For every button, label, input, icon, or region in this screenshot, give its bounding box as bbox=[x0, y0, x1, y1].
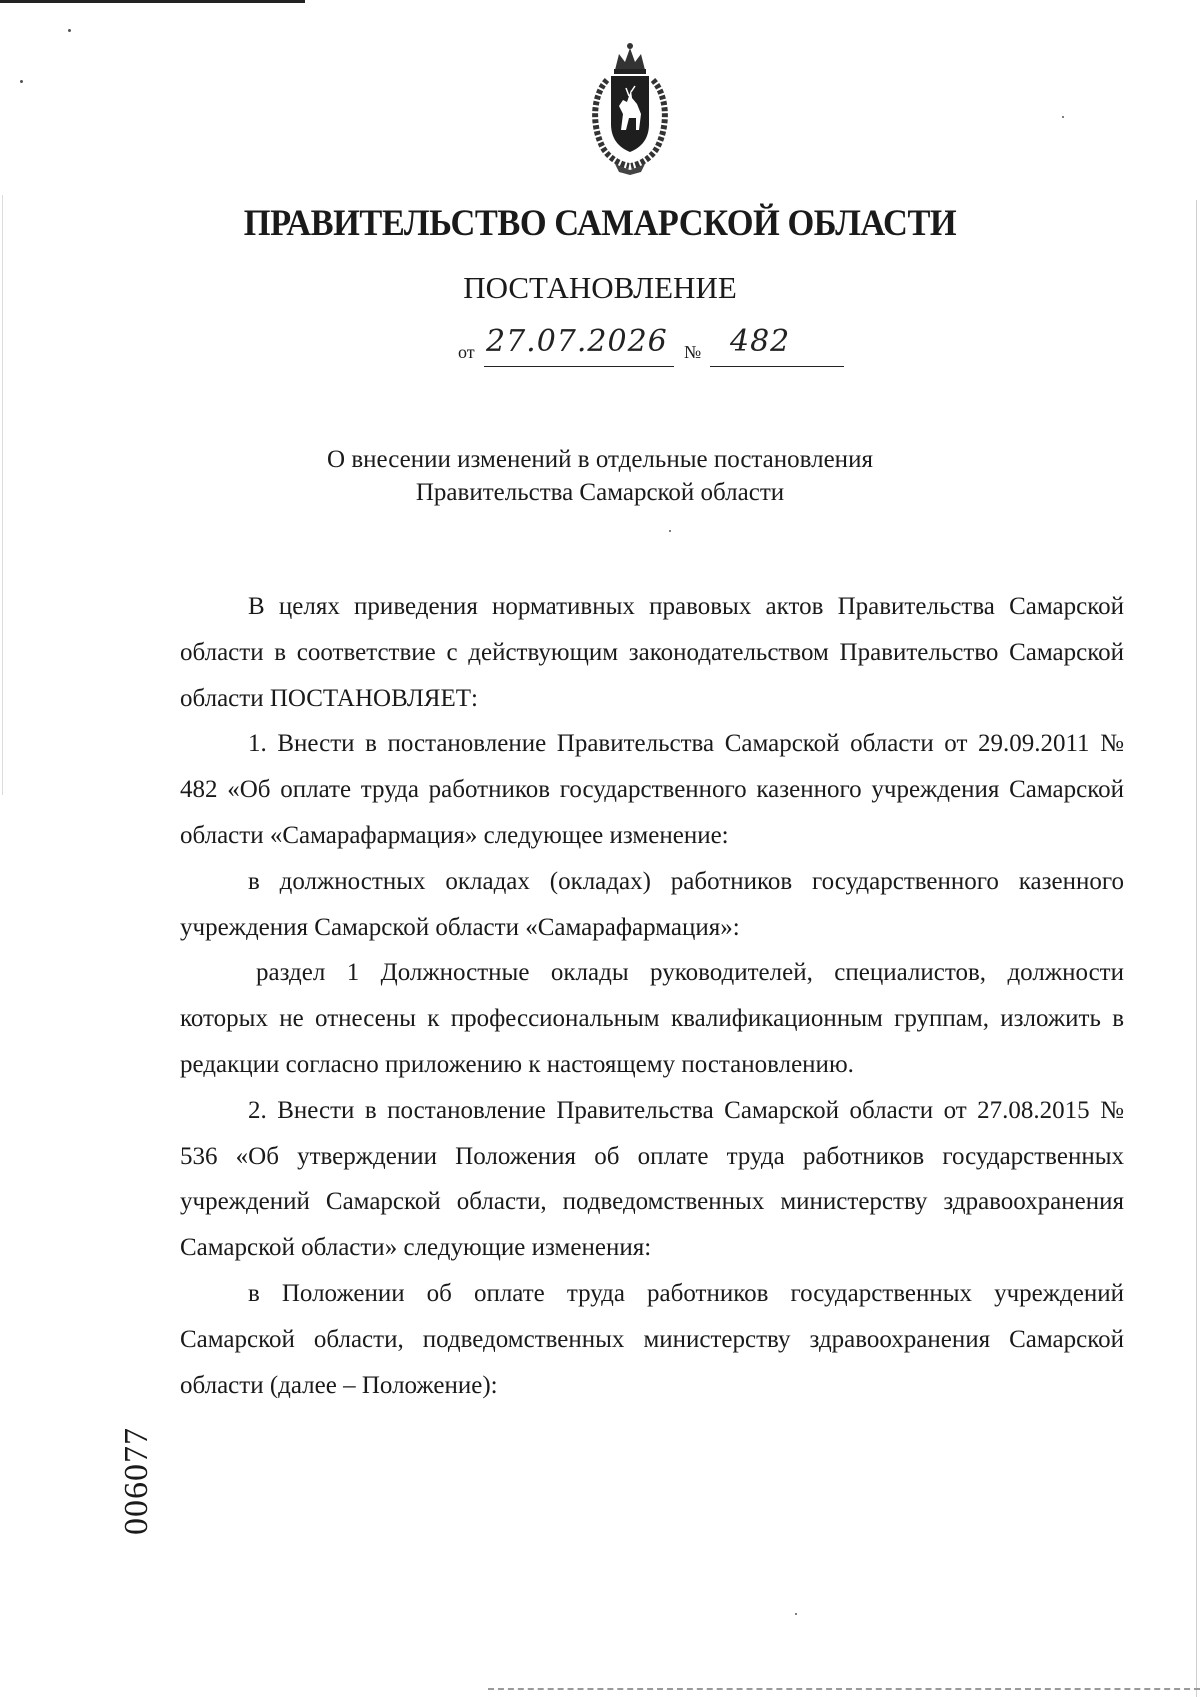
subject-line-2: Правительства Самарской области bbox=[415, 479, 785, 506]
handwritten-number: 482 bbox=[730, 324, 791, 359]
date-prefix: от bbox=[458, 342, 475, 362]
date-underline bbox=[484, 366, 674, 367]
scan-speck bbox=[20, 80, 23, 83]
item-1-section-paragraph: раздел 1 Должностные оклады руководителей, специалистов, должности которых не отнесены к профессиональным квалификационным группам, изложить в редакции согласно приложению к настоящему постановлению. bbox=[180, 959, 1124, 1078]
scan-speck bbox=[1062, 116, 1064, 118]
scan-speck bbox=[795, 1613, 797, 1615]
subject-line-1: О внесении изменений в отдельные постановления bbox=[327, 446, 873, 473]
document-body bbox=[180, 584, 1124, 1408]
margin-serial-number: 006077 bbox=[118, 1427, 155, 1535]
preamble-paragraph: В целях приведения нормативных правовых актов Правительства Самарской области в соответствие с действующим законодательством Правительство Самарской области ПОСТАНОВЛЯЕТ: bbox=[180, 593, 1124, 712]
item-2-paragraph: 2. Внести в постановление Правительства Самарской области от 27.08.2015 № 536 «Об утверждении Положения об оплате труда работников государственных учреждений Самарской области, подведомственных министерству здравоохранения Самарской области» следующие изменения: bbox=[180, 1096, 1124, 1262]
scan-speck bbox=[68, 29, 71, 32]
item-2-subparagraph: в Положении об оплате труда работников государственных учреждений Самарской области, подведомственных министерству здравоохранения Самарской области (далее – Положение): bbox=[180, 1279, 1124, 1399]
government-title: ПРАВИТЕЛЬСТВО САМАРСКОЙ ОБЛАСТИ bbox=[243, 203, 957, 244]
scan-speck bbox=[669, 530, 671, 532]
scan-edge-bottom bbox=[488, 1688, 1200, 1690]
document-subject bbox=[0, 443, 1200, 509]
scan-edge-right bbox=[1196, 200, 1197, 1697]
number-prefix: № bbox=[684, 342, 702, 362]
item-1-paragraph: 1. Внести в постановление Правительства Самарской области от 29.09.2011 № 482 «Об оплате труда работников государственного казенного учреждения Самарской области «Самарафармация» следующее изменение: bbox=[180, 730, 1124, 849]
item-1-subparagraph: в должностных окладах (окладах) работников государственного казенного учреждения Самарской области «Самарафармация»: bbox=[180, 867, 1124, 941]
document-type: ПОСТАНОВЛЕНИЕ bbox=[463, 270, 737, 305]
samara-coat-of-arms-icon bbox=[585, 40, 675, 175]
handwritten-date: 27.07.2026 bbox=[486, 324, 668, 359]
number-underline bbox=[710, 366, 844, 367]
scan-edge-line bbox=[0, 0, 305, 3]
